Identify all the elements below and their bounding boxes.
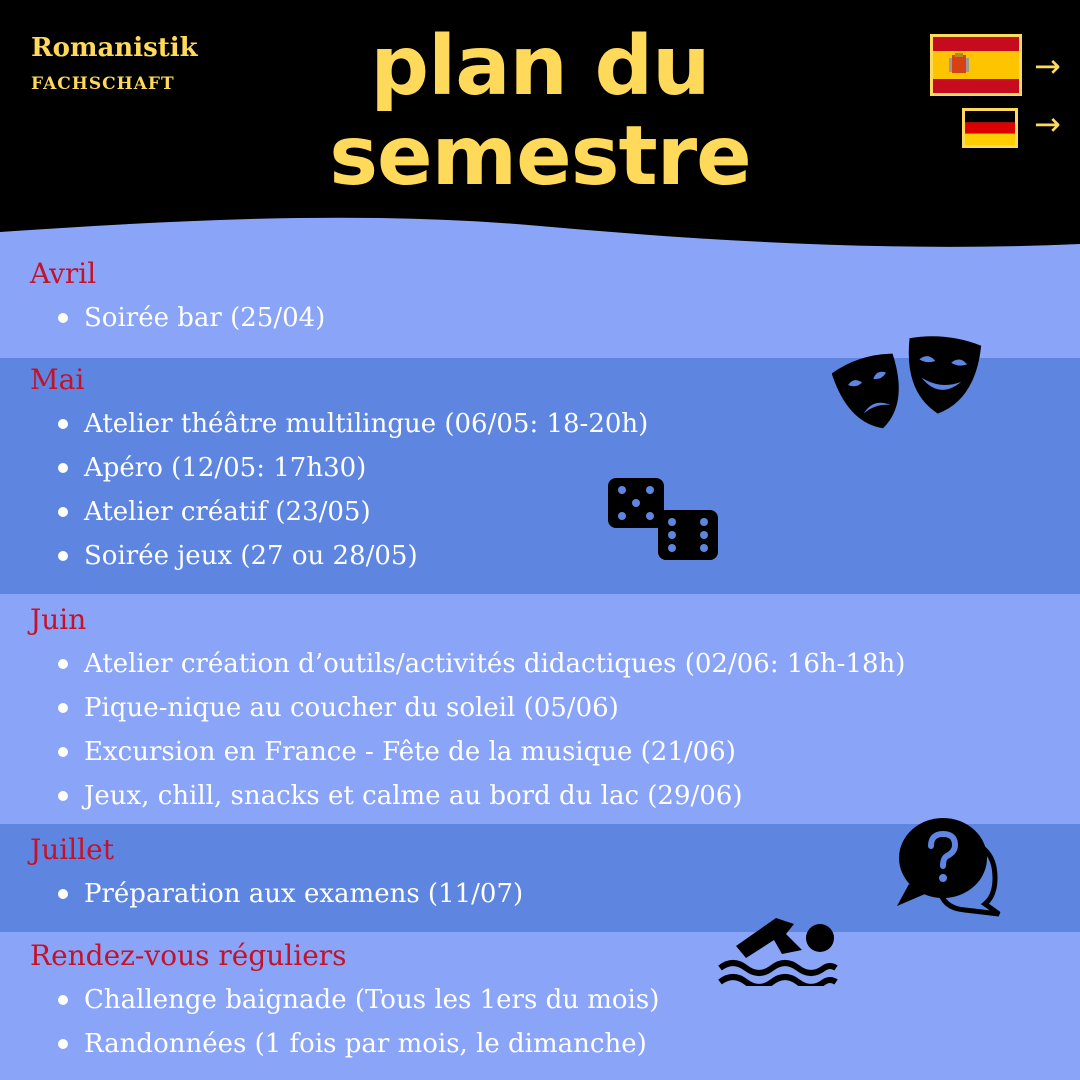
list-item: Apéro (12/05: 17h30) bbox=[56, 446, 648, 490]
list-item: Excursion en France - Fête de la musique (21/06) bbox=[56, 730, 905, 774]
page-title-line-2: semestre bbox=[329, 109, 751, 204]
list-item: Randonnées (1 fois par mois, le dimanche) bbox=[56, 1022, 659, 1066]
list-item: Jeux, chill, snacks et calme au bord du lac (29/06) bbox=[56, 774, 905, 818]
section-title: Avril bbox=[30, 257, 97, 290]
event-list bbox=[56, 978, 659, 1066]
list-item: Challenge baignade (Tous les 1ers du mois) bbox=[56, 978, 659, 1022]
list-item: Atelier création d’outils/activités didactiques (02/06: 16h-18h) bbox=[56, 642, 905, 686]
page-title bbox=[270, 19, 810, 204]
list-item: Atelier théâtre multilingue (06/05: 18-20h) bbox=[56, 402, 648, 446]
theater-masks-icon bbox=[832, 334, 982, 434]
list-item: Soirée bar (25/04) bbox=[56, 296, 325, 340]
swimmer-icon bbox=[716, 898, 840, 986]
list-item: Pique-nique au coucher du soleil (05/06) bbox=[56, 686, 905, 730]
spain-flag-icon[interactable] bbox=[930, 34, 1022, 96]
event-list bbox=[56, 296, 325, 340]
list-item: Préparation aux examens (11/07) bbox=[56, 872, 523, 916]
section-title: Juillet bbox=[30, 833, 114, 866]
event-list bbox=[56, 402, 648, 578]
list-item: Atelier créatif (23/05) bbox=[56, 490, 648, 534]
germany-flag-icon[interactable] bbox=[962, 108, 1018, 148]
event-list bbox=[56, 872, 523, 916]
brand bbox=[31, 30, 198, 94]
arrow-icon: → bbox=[1034, 105, 1061, 143]
section-rendez-vous-reguliers bbox=[0, 932, 1080, 1080]
section-title: Mai bbox=[30, 363, 85, 396]
dice-icon bbox=[604, 474, 722, 564]
section-title: Rendez-vous réguliers bbox=[30, 939, 347, 972]
question-speech-bubble-icon bbox=[895, 812, 1005, 918]
arrow-icon: → bbox=[1034, 47, 1061, 85]
section-juin bbox=[0, 594, 1080, 824]
page-title-line-1: plan du bbox=[370, 19, 710, 114]
event-list bbox=[56, 642, 905, 818]
brand-name: Romanistik bbox=[31, 33, 198, 63]
list-item: Soirée jeux (27 ou 28/05) bbox=[56, 534, 648, 578]
section-title: Juin bbox=[30, 603, 87, 636]
brand-subtitle: FACHSCHAFT bbox=[31, 74, 175, 94]
